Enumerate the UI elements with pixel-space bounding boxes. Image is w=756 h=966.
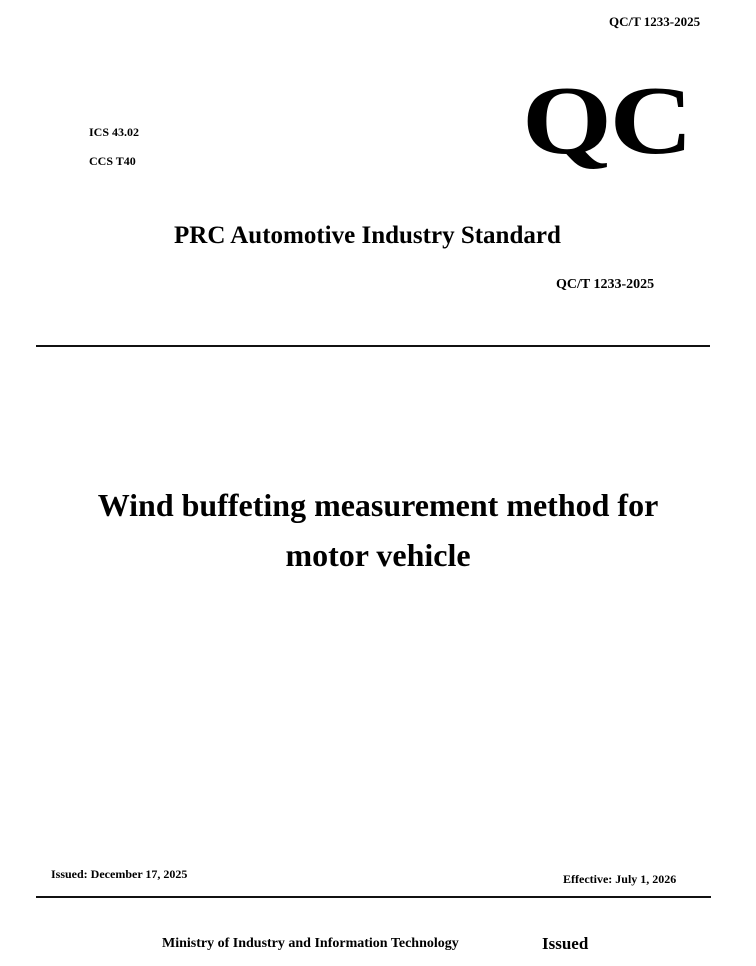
qc-logo: QC xyxy=(522,67,691,175)
issued-label: Issued xyxy=(542,934,589,953)
ics-code: ICS 43.02 xyxy=(89,125,140,139)
issued-date: Issued: December 17, 2025 xyxy=(51,867,188,881)
standard-type-heading: PRC Automotive Industry Standard xyxy=(174,222,561,249)
document-title-line-2: motor vehicle xyxy=(285,537,471,573)
ccs-code: CCS T40 xyxy=(89,154,136,168)
standard-number-header: QC/T 1233-2025 xyxy=(609,14,701,29)
document-title xyxy=(0,480,756,580)
document-title-line-1: Wind buffeting measurement method for xyxy=(97,487,659,523)
issuing-authority: Ministry of Industry and Information Technology xyxy=(162,936,459,951)
effective-date: Effective: July 1, 2026 xyxy=(563,872,677,886)
bottom-divider xyxy=(36,896,711,898)
standard-number: QC/T 1233-2025 xyxy=(556,277,655,292)
top-divider xyxy=(36,345,710,347)
